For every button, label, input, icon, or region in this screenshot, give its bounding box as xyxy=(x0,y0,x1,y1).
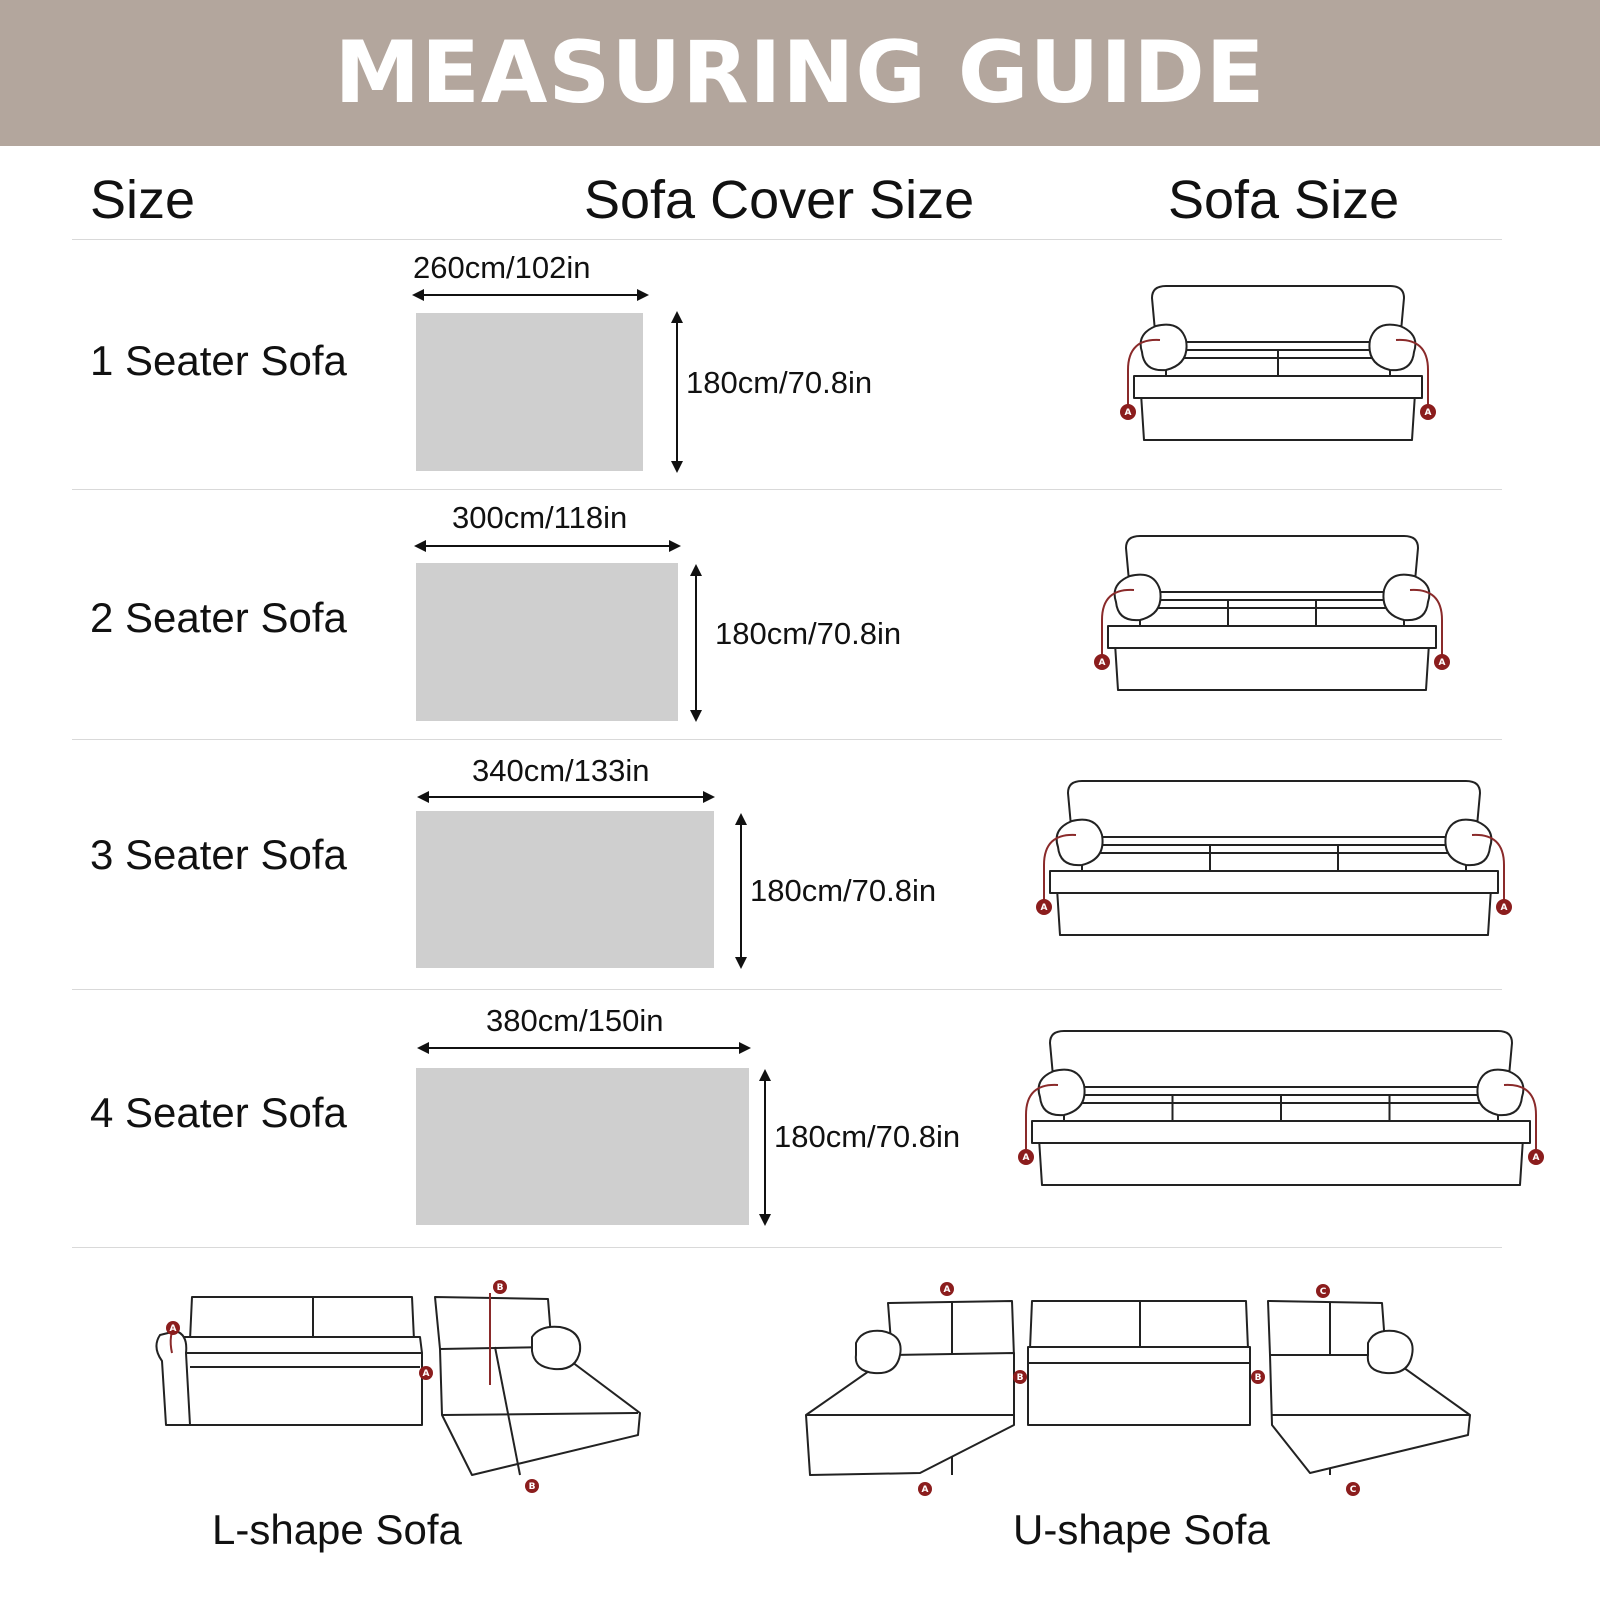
width-label: 340cm/133in xyxy=(472,753,650,788)
marker-a: A xyxy=(1022,1153,1030,1163)
sofa-2-seater-drawing xyxy=(1072,530,1472,710)
marker-a: A xyxy=(1098,658,1106,668)
marker-a: A xyxy=(921,1485,929,1495)
row-label-2-seater: 2 Seater Sofa xyxy=(90,594,347,641)
width-label: 260cm/102in xyxy=(413,250,591,285)
divider xyxy=(72,1247,1502,1248)
width-arrow xyxy=(416,545,679,547)
divider xyxy=(72,739,1502,740)
cover-swatch-3-seater xyxy=(416,811,714,968)
marker-a: A xyxy=(169,1324,177,1334)
marker-a: A xyxy=(1438,658,1446,668)
marker-b: B xyxy=(496,1283,504,1293)
width-label: 300cm/118in xyxy=(452,500,628,535)
marker-c: C xyxy=(1319,1287,1327,1297)
l-shape-sofa-drawing xyxy=(150,1275,660,1505)
page-title: MEASURING GUIDE xyxy=(334,23,1266,123)
header-size: Size xyxy=(90,170,196,230)
width-arrow xyxy=(419,796,713,798)
row-label-4-seater: 4 Seater Sofa xyxy=(90,1089,347,1136)
cover-swatch-1-seater xyxy=(416,313,643,471)
marker-a: A xyxy=(1124,408,1132,418)
l-shape-label: L-shape Sofa xyxy=(212,1506,462,1553)
height-label: 180cm/70.8in xyxy=(715,616,902,651)
sofa-3-seater-drawing xyxy=(1014,775,1534,955)
header-sofa-size: Sofa Size xyxy=(1168,170,1400,230)
marker-b: B xyxy=(528,1482,536,1492)
marker-a: A xyxy=(422,1369,430,1379)
divider xyxy=(72,489,1502,490)
marker-b: B xyxy=(1016,1373,1024,1383)
height-label: 180cm/70.8in xyxy=(750,873,937,908)
width-arrow xyxy=(414,294,647,296)
marker-a: A xyxy=(943,1285,951,1295)
marker-a: A xyxy=(1424,408,1432,418)
divider xyxy=(72,239,1502,240)
height-label: 180cm/70.8in xyxy=(686,365,873,400)
marker-a: A xyxy=(1040,903,1048,913)
divider xyxy=(72,989,1502,990)
row-label-1-seater: 1 Seater Sofa xyxy=(90,337,347,384)
height-arrow xyxy=(740,815,742,967)
cover-swatch-2-seater xyxy=(416,563,678,721)
height-arrow xyxy=(695,566,697,720)
width-label: 380cm/150in xyxy=(486,1003,664,1038)
marker-a: A xyxy=(1532,1153,1540,1163)
row-label-3-seater: 3 Seater Sofa xyxy=(90,831,347,878)
title-banner xyxy=(0,0,1600,146)
sofa-4-seater-drawing xyxy=(996,1025,1566,1205)
width-arrow xyxy=(419,1047,749,1049)
height-arrow xyxy=(764,1071,766,1224)
sofa-1-seater-drawing xyxy=(1098,280,1458,460)
marker-b: B xyxy=(1254,1373,1262,1383)
height-arrow xyxy=(676,313,678,471)
marker-c: C xyxy=(1349,1485,1357,1495)
height-label: 180cm/70.8in xyxy=(774,1119,961,1154)
marker-a: A xyxy=(1500,903,1508,913)
u-shape-sofa-drawing xyxy=(800,1275,1480,1505)
u-shape-label: U-shape Sofa xyxy=(1013,1506,1270,1553)
header-cover-size: Sofa Cover Size xyxy=(584,170,975,230)
cover-swatch-4-seater xyxy=(416,1068,749,1225)
